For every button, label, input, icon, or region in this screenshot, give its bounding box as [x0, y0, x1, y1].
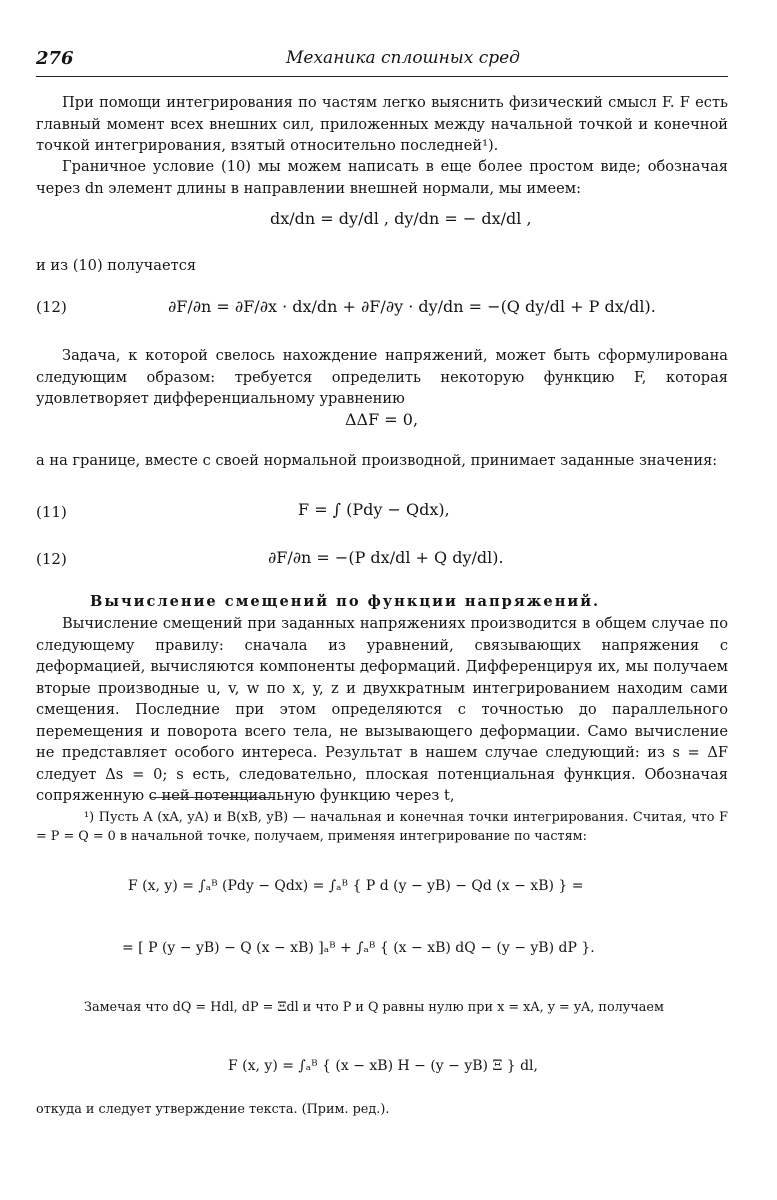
paragraph-boundary-condition: Граничное условие (10) мы можем написать в еще более простом виде; обозначая через dn элемент длины в направлении внешней нормали, мы имеем:	[36, 158, 728, 197]
footnote-text-3: откуда и следует утверждение текста. (Прим. ред.).	[36, 1102, 390, 1117]
footnote-text-2: Замечая что dQ = Hdl, dP = Ξdl и что P и Q равны нулю при x = xA, y = yA, получаем	[84, 1000, 664, 1015]
equation-biharmonic: ΔΔF = 0,	[345, 410, 419, 429]
footnote-equation-3: F (x, y) = ∫ₐᴮ { (x − xB) H − (y − yB) Ξ } dl,	[228, 1058, 538, 1074]
equation-12-boundary: ∂F/∂n = −(P dx/dl + Q dy/dl).	[268, 548, 504, 567]
equation-number-12a: (12)	[36, 298, 67, 316]
paragraph-physical-meaning: При помощи интегрирования по частям легко выяснить физический смысл F. F есть главный момент всех внешних сил, приложенных между начальной точкой и конечной точкой интегрирования, взятый относительно последней¹).	[36, 94, 728, 154]
footnote-equation-1: F (x, y) = ∫ₐᴮ (Pdy − Qdx) = ∫ₐᴮ { P d (y − yB) − Qd (x − xB) } =	[128, 878, 584, 894]
footnote-rule	[150, 797, 275, 798]
equation-number-12b: (12)	[36, 550, 67, 568]
equation-11-integral: F = ∫ (Pdy − Qdx),	[298, 500, 450, 519]
equation-number-11: (11)	[36, 503, 67, 521]
paragraph-problem-statement: Задача, к которой свелось нахождение напряжений, может быть сформулирована следующим образом: требуется определить некоторую функцию F, которая удовлетворяет дифференциальному уравнению	[36, 347, 728, 407]
equation-normal-derivatives: dx/dn = dy/dl , dy/dn = − dx/dl ,	[270, 209, 532, 228]
running-title: Механика сплошных сред	[286, 48, 520, 68]
footnote-equation-2: = [ P (y − yB) − Q (x − xB) ]ₐᴮ + ∫ₐᴮ { (x − xB) dQ − (y − yB) dP }.	[122, 940, 595, 956]
paragraph-boundary-values: а на границе, вместе с своей нормальной производной, принимает заданные значения:	[36, 452, 718, 469]
paragraph-displacements: Вычисление смещений при заданных напряжениях производится в общем случае по следующему правилу: сначала из уравнений, связывающих напряжения с деформацией, вычисляются компоненты деформаций. Дифференцируя их, мы получаем вторые производные u, v, w по x, y, z и двухкратным интегрированием находим сами смещения. Последние при этом определяются с точностью до параллельного перемещения и поворота всего тела, не вызывающего деформации. Само вычисление не представляет особого интереса. Результат в нашем случае следующий: из s = ΔF следует Δs = 0; s есть, следовательно, плоская потенциальная функция. Обозначая сопряженную с ней потенциальную функцию через t,	[36, 615, 728, 804]
page-number: 276	[36, 48, 74, 69]
equation-12-derivative: ∂F/∂n = ∂F/∂x · dx/dn + ∂F/∂y · dy/dn = −(Q dy/dl + P dx/dl).	[168, 297, 656, 316]
section-heading: Вычисление смещений по функции напряжений.	[90, 593, 601, 610]
footnote-text-1: ¹) Пусть A (xA, yA) и B(xB, yB) — начальная и конечная точки интегрирования. Считая, что F = P = Q = 0 в начальной точке, получаем, применяя интегрирование по частям:	[36, 810, 728, 844]
page-header	[36, 46, 728, 77]
text-and-from-10: и из (10) получается	[36, 257, 197, 274]
